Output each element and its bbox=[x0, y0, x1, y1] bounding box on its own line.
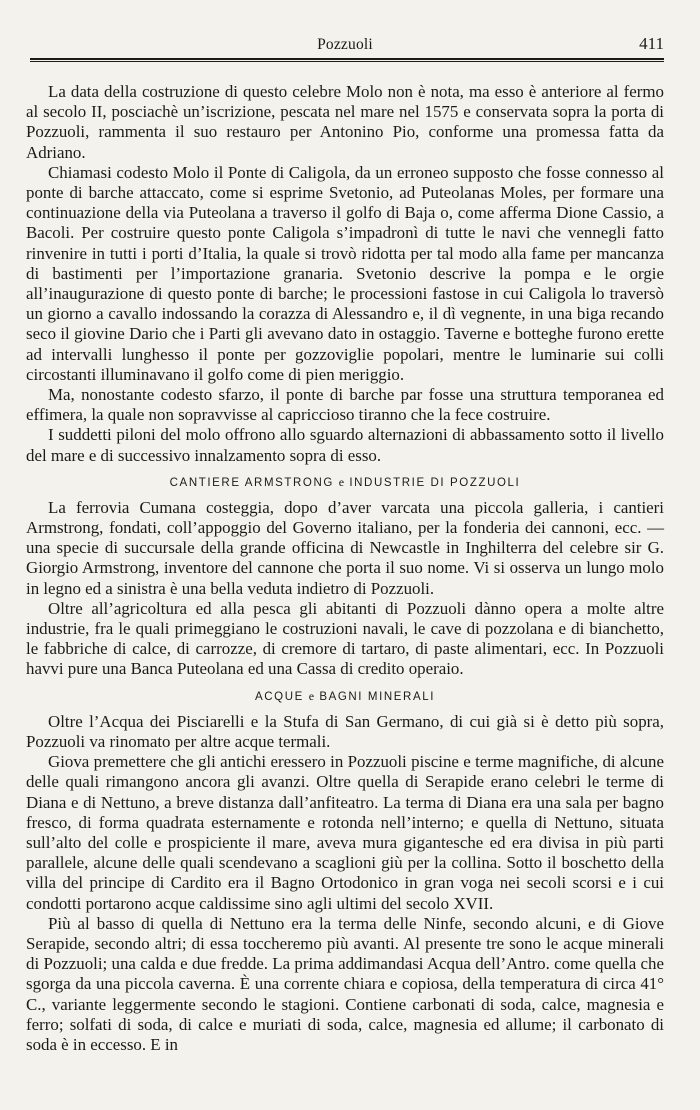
heading-left: ACQUE bbox=[254, 690, 304, 703]
paragraph: Oltre all’agricoltura ed alla pesca gli abitanti di Pozzuoli dànno opera a molte altre industrie, fra le quali primeggiano le costruzioni navali, le cave di pozzolana e di bianchetto, le fabbriche di calce, di carrozze, di cremore di tartaro, di paste alimentari, ecc. In Pozzuoli havvi pure una Banca Puteolana ed una Cassa di credito operaio. bbox=[26, 598, 664, 679]
running-title: Pozzuoli bbox=[317, 36, 373, 53]
section-heading-armstrong bbox=[26, 475, 664, 490]
running-header bbox=[26, 0, 664, 58]
paragraph: Oltre l’Acqua dei Pisciarelli e la Stufa di San Germano, di cui già si è detto più sopra, Pozzuoli va rinomato per altre acque termali. bbox=[26, 711, 664, 751]
paragraph: Chiamasi codesto Molo il Ponte di Caligola, da un erroneo supposto che fosse connesso al ponte di barche attaccato, come si esprime Svetonio, ad Puteolanas Moles, per formare una continuazione della via Puteolana a traverso il golfo di Baja o, come afferma Dione Cassio, a Bacoli. Per costruire questo ponte Caligola s’impadronì di tutte le navi che vennegli fatto rinvenire in tutti i porti d’Italia, la quale si trovò ridotta per tal modo alla fame per mancanza di bastimenti per l’importazione granaria. Svetonio descrive la pompa e le orgie all’inaugurazione di questo ponte di barche; le processioni fastose in cui Caligola lo traversò un giorno a cavallo indossando la corazza di Alessandro e, il dì vegnente, in una biga recando seco il giovine Dario che i Parti gli avevano dato in ostaggio. Taverne e botteghe furono erette ad intervalli lunghesso il ponte per gozzoviglie popolari, mentre le luminarie sui colli circostanti illuminavano il golfo come di pien meriggio. bbox=[26, 162, 664, 384]
heading-left: CANTIERE ARMSTRONG bbox=[169, 476, 334, 489]
paragraph: Ma, nonostante codesto sfarzo, il ponte di barche par fosse una struttura temporanea ed effimera, la quale non sopravvisse al capriccioso tiranno che la fece costruire. bbox=[26, 385, 664, 425]
paragraph: Più al basso di quella di Nettuno era la terma delle Ninfe, secondo alcuni, e di Giove Serapide, secondo altri; di essa toccheremo più avanti. Al presente tre sono le acque minerali di Pozzuoli; una calda e due fredde. La prima addimandasi Acqua dell’Antro. come quella che sgorga da una piccola caverna. È una corrente chiara e copiosa, della temperatura di circa 41° C., variante leggermente secondo le stagioni. Contiene carbonati di soda, calce, magnesia e ferro; solfati di soda, di calce e muriati di soda, calce, magnesia ed allume; il carbonato di soda è in eccesso. E in bbox=[26, 913, 664, 1054]
heading-conj: e bbox=[308, 688, 315, 703]
paragraph: I suddetti piloni del molo offrono allo sguardo alternazioni di abbassamento sotto il livello del mare e di successivo innalzamento sopra di esso. bbox=[26, 425, 664, 465]
header-rule bbox=[30, 58, 664, 62]
page-number: 411 bbox=[639, 34, 664, 53]
heading-right: BAGNI MINERALI bbox=[319, 690, 436, 703]
heading-conj: e bbox=[338, 474, 345, 489]
page-body bbox=[26, 82, 664, 1055]
paragraph: La data della costruzione di questo celebre Molo non è nota, ma esso è anteriore al fermo al secolo II, posciachè un’iscrizione, pescata nel mare nel 1575 e conservata sopra la porta di Pozzuoli, rammenta il suo restauro per Antonino Pio, conforme una promessa fatta da Adriano. bbox=[26, 82, 664, 162]
heading-right: INDUSTRIE DI POZZUOLI bbox=[349, 476, 521, 489]
paragraph: La ferrovia Cumana costeggia, dopo d’aver varcata una piccola galleria, i cantieri Armstrong, fondati, coll’appoggio del Governo italiano, per la fonderia dei cannoni, ecc. — una specie di succursale della grande officina di Newcastle in Inghilterra del celebre sir G. Giorgio Armstrong, inventore del cannone che porta il suo nome. Vi si osserva un lungo molo in legno ed a sinistra è una bella veduta indietro di Pozzuoli. bbox=[26, 497, 664, 598]
paragraph: Giova premettere che gli antichi eressero in Pozzuoli piscine e terme magnifiche, di alcune delle quali rimangono ancora gli avanzi. Oltre quella di Serapide erano celebri le terme di Diana e di Nettuno, a breve distanza dall’anfiteatro. La terma di Diana era una sala per bagno fresco, di forma quadrata esternamente e rotonda nell’interno; e quella di Nettuno, situata sull’alto del colle e prospiciente il mare, aveva mura gigantesche ed era divisa in più parti parallele, alcune delle quali scendevano a scaglioni giù per la collina. Sotto il boschetto della villa del principe di Cardito era il Bagno Ortodonico in gran voga nei secoli scorsi e i cui condotti portarono acque caldissime sino agli ultimi del secolo XVII. bbox=[26, 752, 664, 913]
section-heading-acque bbox=[26, 689, 664, 704]
